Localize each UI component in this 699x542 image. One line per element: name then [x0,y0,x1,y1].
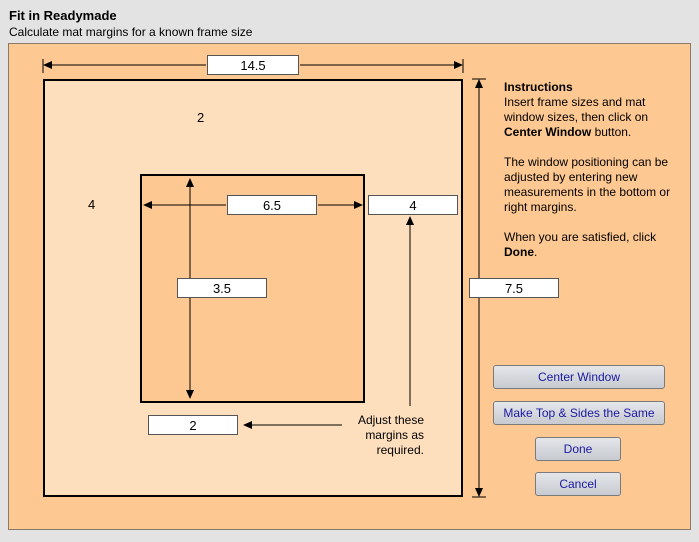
make-top-sides-same-button[interactable]: Make Top & Sides the Same [493,401,665,425]
instructions-paragraph-3: When you are satisfied, click Done. [504,230,657,259]
left-margin-value: 4 [88,197,96,212]
window-width-input[interactable] [227,195,317,215]
bottom-margin-input[interactable] [148,415,238,435]
instructions-paragraph-2: The window positioning can be adjusted by entering new measurements in the bottom or right margins. [504,155,671,214]
frame-width-input[interactable] [207,55,299,75]
dialog-title: Fit in Readymade [9,8,117,23]
instructions-paragraph-1: Insert frame sizes and mat window sizes, then click on Center Window button. [504,95,649,139]
cancel-button[interactable]: Cancel [535,472,621,496]
dialog-subtitle: Calculate mat margins for a known frame size [9,25,253,39]
center-window-button[interactable]: Center Window [493,365,665,389]
instructions-panel [504,80,674,275]
frame-height-input[interactable] [469,278,559,298]
right-margin-input[interactable] [368,195,458,215]
done-button[interactable]: Done [535,437,621,461]
instructions-heading: Instructions [504,80,573,94]
top-margin-value: 2 [197,110,205,125]
adjust-margins-note: Adjust these margins as required. [357,413,424,457]
window-height-input[interactable] [177,278,267,298]
